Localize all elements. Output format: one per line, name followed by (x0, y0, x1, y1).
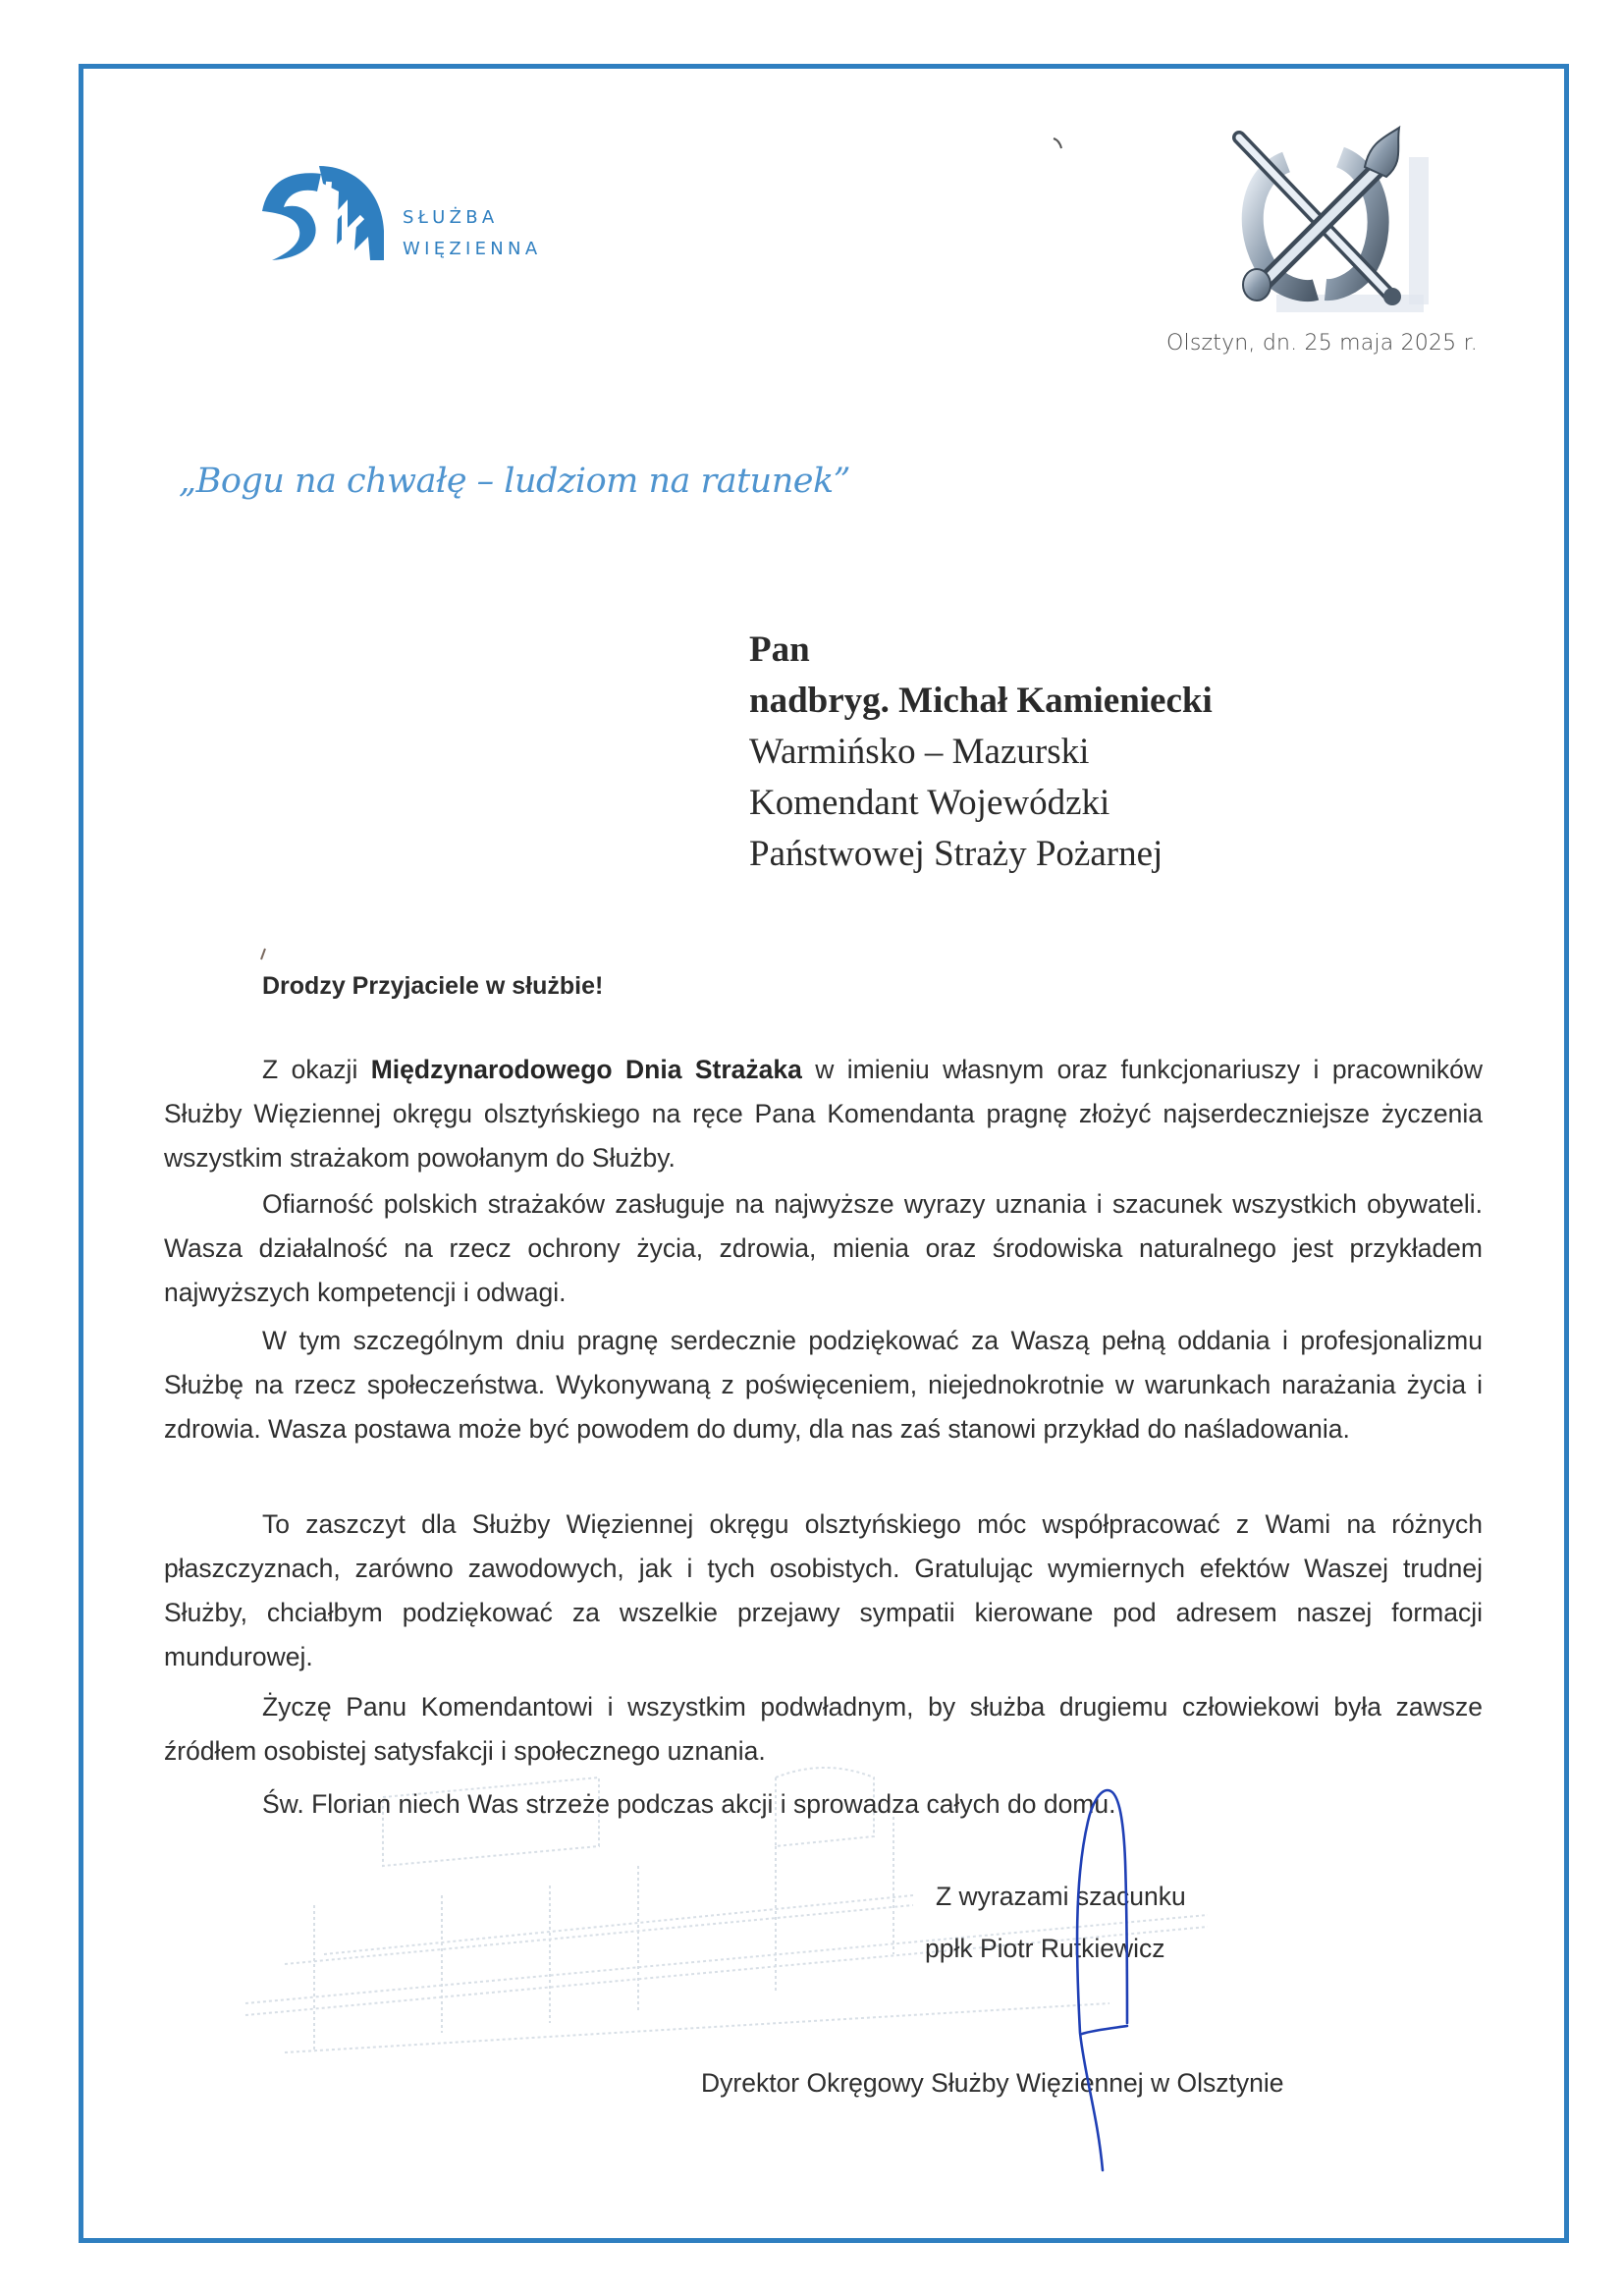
handwritten-signature (1041, 1782, 1178, 2175)
signatory-name: ppłk Piotr Rutkiewicz (925, 1934, 1165, 1963)
addressee-salutation: Pan (749, 629, 810, 670)
addressee-name: nadbryg. Michał Kamieniecki (749, 681, 1213, 721)
signatory-title: Dyrektor Okręgowy Służby Więziennej w Olsztynie (701, 2068, 1284, 2098)
addressee-line: Warmińsko – Mazurski (749, 732, 1090, 772)
scan-mark (260, 948, 266, 961)
motto: „Bogu na chwałę – ludziom na ratunek” (179, 462, 851, 501)
letter-date: Olsztyn, dn. 25 maja 2025 r. (1166, 331, 1478, 355)
sw-logo-icon (260, 152, 388, 262)
occasion-name: Międzynarodowego Dnia Strażaka (370, 1055, 802, 1084)
addressee-block (749, 625, 1213, 880)
closing-regards: Z wyrazami szacunku (936, 1882, 1186, 1911)
paragraph: W tym szczególnym dniu pragnę serdecznie podziękować za Waszą pełną oddania i profesjonalizmu Służbę na rzecz społeczeństwa. Wykonywaną z poświęceniem, niejednokrotnie w warunkach narażania życia i zdrowia. Wasza postawa może być powodem do dumy, dla nas zaś stanowi przykład do naśladowania. (164, 1326, 1483, 1444)
logo-line-2: WIĘZIENNA (403, 239, 542, 259)
paragraph: Życzę Panu Komendantowi i wszystkim podwładnym, by służba drugiemu człowiekowi była zawsze źródłem osobistej satysfakcji i społecznego uznania. (164, 1692, 1483, 1766)
scan-speck (1052, 137, 1063, 150)
paragraph (164, 1048, 1483, 1180)
addressee-line: Państwowej Straży Pożarnej (749, 834, 1163, 874)
paragraph-text: w imieniu własnym oraz funkcjonariuszy i pracowników Służby Więziennej okręgu olsztyńskiego na ręce Pana Komendanta pragnę złożyć najserdeczniejsze życzenia wszystkim strażakom powołanym do Służby. (164, 1055, 1484, 1173)
paragraph: Ofiarność polskich strażaków zasługuje na najwyższe wyrazy uznania i szacunek wszystkich obywateli. Wasza działalność na rzecz ochrony życia, zdrowia, mienia oraz środowiska naturalnego jest przykładem najwyższych kompetencji i odwagi. (164, 1189, 1483, 1307)
greeting: Drodzy Przyjaciele w służbie! (262, 972, 604, 1000)
paragraph: To zaszczyt dla Służby Więziennej okręgu olsztyńskiego móc współpracować z Wami na różnych płaszczyznach, zarówno zawodowych, jak i tych osobistych. Gratulując wymiernych efektów Waszej trudnej Służby, chciałbym podziękować za wszelkie przejawy sympatii kierowane pod adresem naszej formacji mundurowej. (164, 1509, 1483, 1671)
paragraph-lead: Z okazji (262, 1055, 371, 1084)
paragraph: Św. Florian niech Was strzeże podczas akcji i sprowadza całych do domu. (262, 1789, 1116, 1819)
logo-text (403, 202, 541, 265)
fire-service-emblem-icon (1217, 118, 1438, 319)
addressee-line: Komendant Wojewódzki (749, 783, 1110, 823)
logo-line-1: SŁUŻBA (403, 207, 499, 228)
